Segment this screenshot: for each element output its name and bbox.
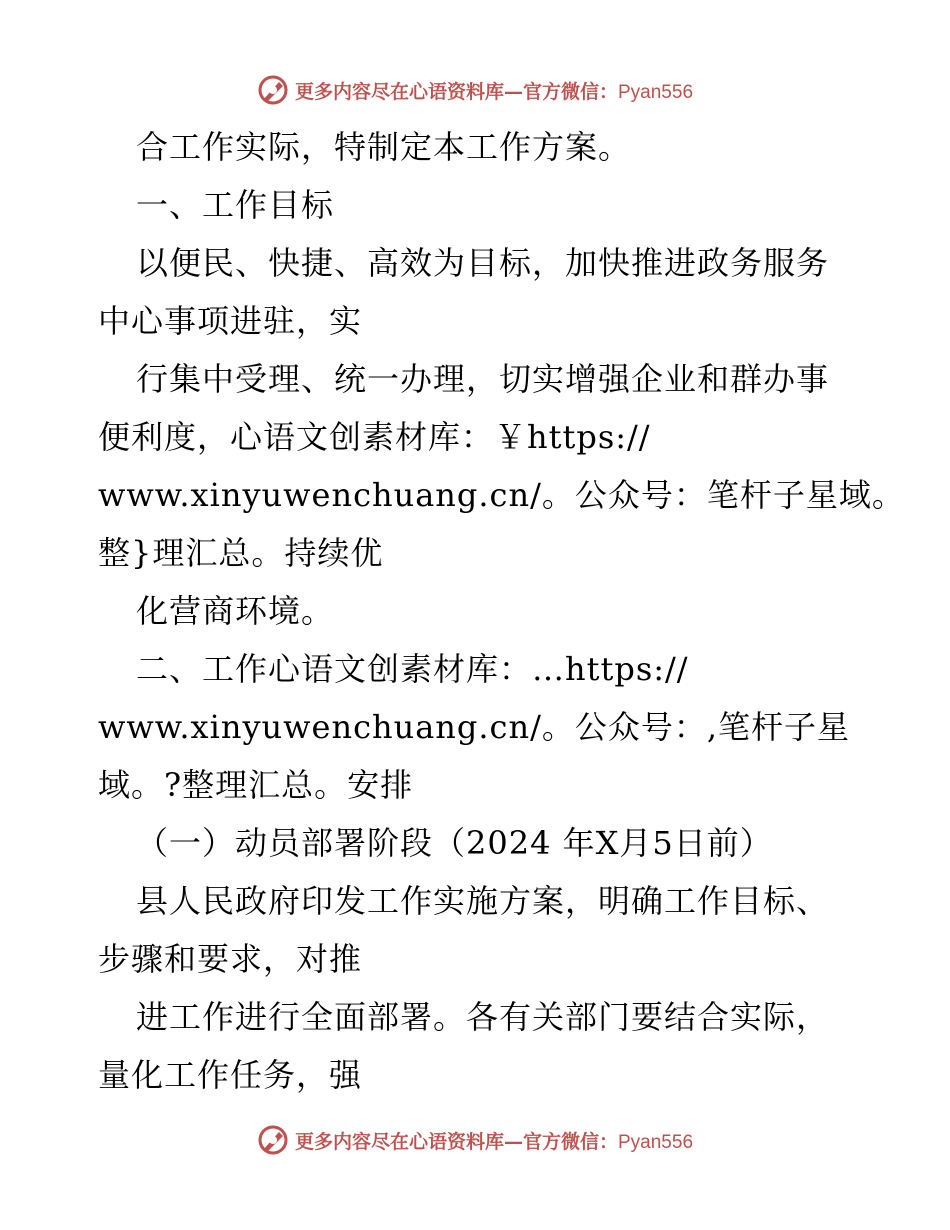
- watermark-text: 更多内容尽在心语资料库—官方微信：Pyan556: [294, 1130, 694, 1153]
- document-body: [98, 118, 905, 1104]
- text-line: 县人民政府印发工作实施方案，明确工作目标、: [136, 882, 830, 920]
- watermark-text: 更多内容尽在心语资料库—官方微信：Pyan556: [294, 80, 694, 103]
- text-line: 量化工作任务，强: [98, 1056, 363, 1094]
- text-line: 域。?整理汇总。安排: [98, 766, 414, 804]
- pen-logo-icon: [257, 74, 289, 106]
- pen-logo-icon: [257, 1124, 289, 1156]
- text-line: 便利度，心语文创素材库：￥https://: [98, 418, 651, 456]
- text-line: 行集中受理、统一办理，切实增强企业和群办事: [136, 360, 830, 398]
- text-line: 步骤和要求，对推: [98, 940, 363, 978]
- text-line: 合工作实际，特制定本工作方案。: [136, 128, 632, 166]
- text-line: （一）动员部署阶段（2024 年X月5日前）: [136, 824, 773, 862]
- text-line: 化营商环境。: [136, 592, 335, 630]
- text-line: 二、工作心语文创素材库：…https://: [136, 650, 689, 688]
- text-line: www.xinyuwenchuang.cn/。公众号：笔杆子星域。: [98, 476, 905, 514]
- text-line: 以便民、快捷、高效为目标，加快推进政务服务: [136, 244, 830, 282]
- header-watermark: [0, 70, 950, 110]
- text-line: 一、工作目标: [136, 186, 335, 224]
- text-line: 整}理汇总。持续优: [98, 534, 384, 572]
- footer-watermark: [0, 1120, 950, 1160]
- text-line: 中心事项进驻，实: [98, 302, 363, 340]
- text-line: www.xinyuwenchuang.cn/。公众号：,笔杆子星: [98, 708, 851, 746]
- text-line: 进工作进行全面部署。各有关部门要结合实际，: [136, 998, 830, 1036]
